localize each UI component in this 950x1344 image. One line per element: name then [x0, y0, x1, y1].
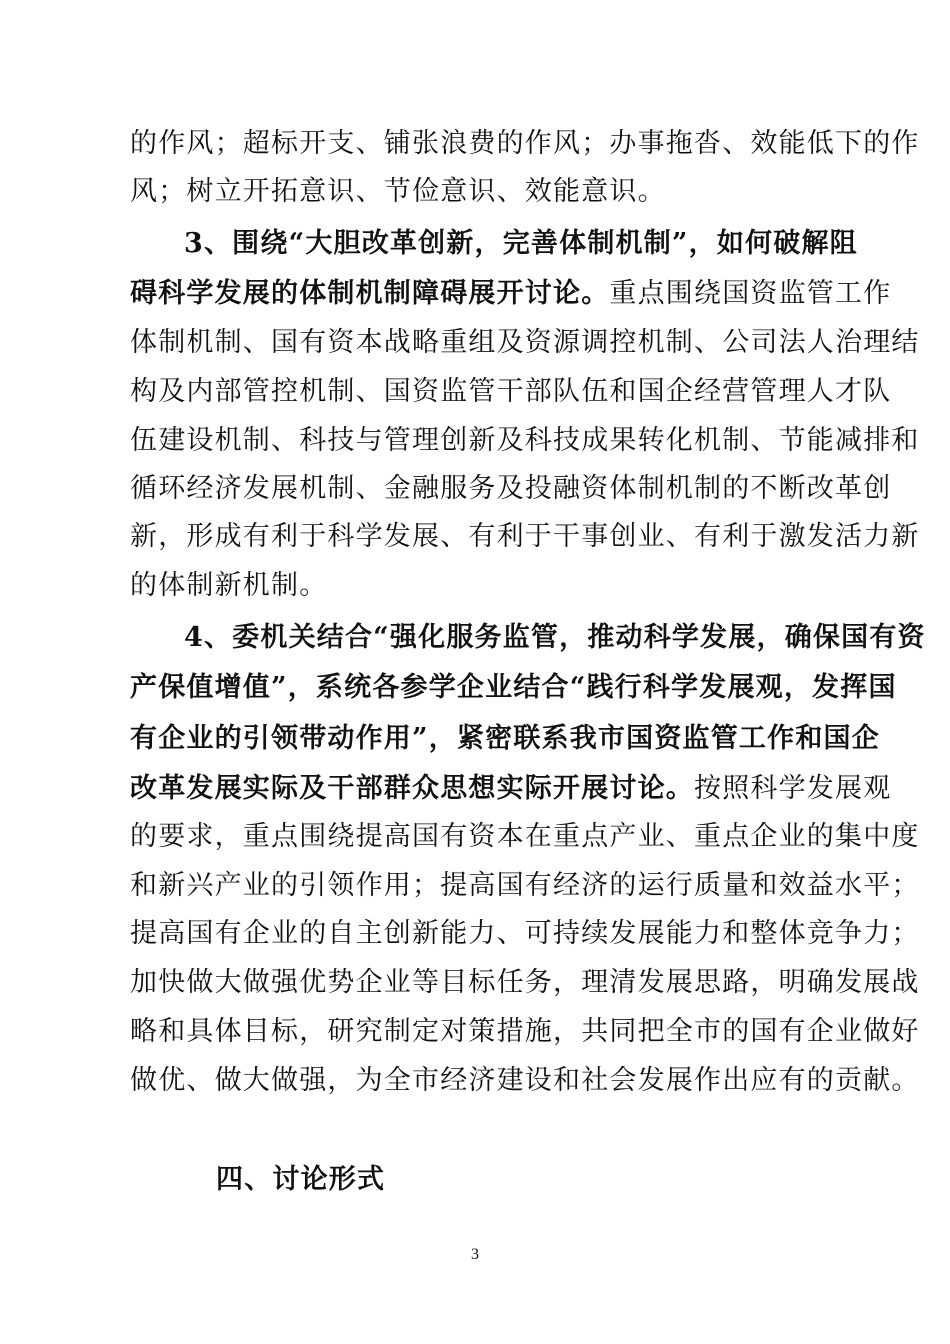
text-run: 构及内部管控机制、国资监管干部队伍和国企经营管理人才队 [130, 376, 892, 407]
text-run: 加快做大做强优势企业等目标任务，理清发展思路，明确发展战 [130, 967, 920, 998]
bold-run: 有企业的引领带动作用”，紧密联系我市国资监管工作和国企 [130, 723, 880, 754]
text-run: 风；树立开拓意识、节俭意识、效能意识。 [130, 176, 666, 207]
text-run: 的体制新机制。 [130, 570, 328, 601]
text-line [130, 270, 892, 318]
text-run: 新，形成有利于科学发展、有利于干事创业、有利于激发活力新 [130, 521, 920, 552]
text-line [130, 1008, 920, 1056]
text-run: 提高国有企业的自主创新能力、可持续发展能力和整体竞争力； [130, 918, 920, 949]
text-run: 做优、做大做强，为全市经济建设和社会发展作出应有的贡献。 [130, 1065, 920, 1096]
text-line [130, 368, 892, 416]
text-line [130, 513, 920, 561]
text-run: 重点围绕国资监管工作 [609, 278, 892, 309]
text-line [130, 168, 830, 216]
text-run: 的作风；超标开支、铺张浪费的作风；办事拖沓、效能低下的作 [130, 128, 920, 159]
text-run: 伍建设机制、科技与管理创新及科技成果转化机制、节能减排和 [130, 425, 920, 456]
text-run: 循环经济发展机制、金融服务及投融资体制机制的不断改革创 [130, 473, 892, 504]
page-number: 3 [471, 1246, 479, 1263]
text-line [130, 664, 897, 712]
bold-run: 产保值增值”，系统各参学企业结合“践行科学发展观，发挥国 [130, 672, 897, 703]
bold-run: 3、围绕“大胆改革创新，完善体制机制”，如何破解阻 [184, 228, 858, 259]
text-line [130, 465, 892, 513]
text-line [130, 813, 920, 861]
text-line [130, 715, 880, 763]
text-line [130, 120, 920, 168]
text-line [130, 417, 920, 465]
text-run: 体制机制、国有资本战略重组及资源调控机制、公司法人治理结 [130, 327, 920, 358]
paragraph-4-heading-line [184, 614, 926, 662]
text-run: 的要求，重点围绕提高国有资本在重点产业、重点企业的集中度 [130, 821, 920, 852]
section-heading [216, 1156, 916, 1204]
bold-run: 碍科学发展的体制机制障碍展开讨论。 [130, 278, 610, 309]
section-heading-text: 四、讨论形式 [216, 1164, 386, 1195]
text-line [130, 862, 920, 910]
text-run: 按照科学发展观 [694, 773, 892, 804]
text-line [130, 319, 920, 367]
text-line [130, 910, 920, 958]
bold-run: 4、委机关结合“强化服务监管，推动科学发展，确保国有资 [184, 622, 926, 653]
text-run: 略和具体目标，研究制定对策措施，共同把全市的国有企业做好 [130, 1016, 920, 1047]
text-line [130, 562, 830, 610]
text-line [130, 765, 892, 813]
text-line [130, 1057, 920, 1105]
text-line [130, 959, 920, 1007]
paragraph-3-heading-line [184, 220, 858, 268]
bold-run: 改革发展实际及干部群众思想实际开展讨论。 [130, 773, 694, 804]
text-run: 和新兴产业的引领作用；提高国有经济的运行质量和效益水平； [130, 870, 920, 901]
